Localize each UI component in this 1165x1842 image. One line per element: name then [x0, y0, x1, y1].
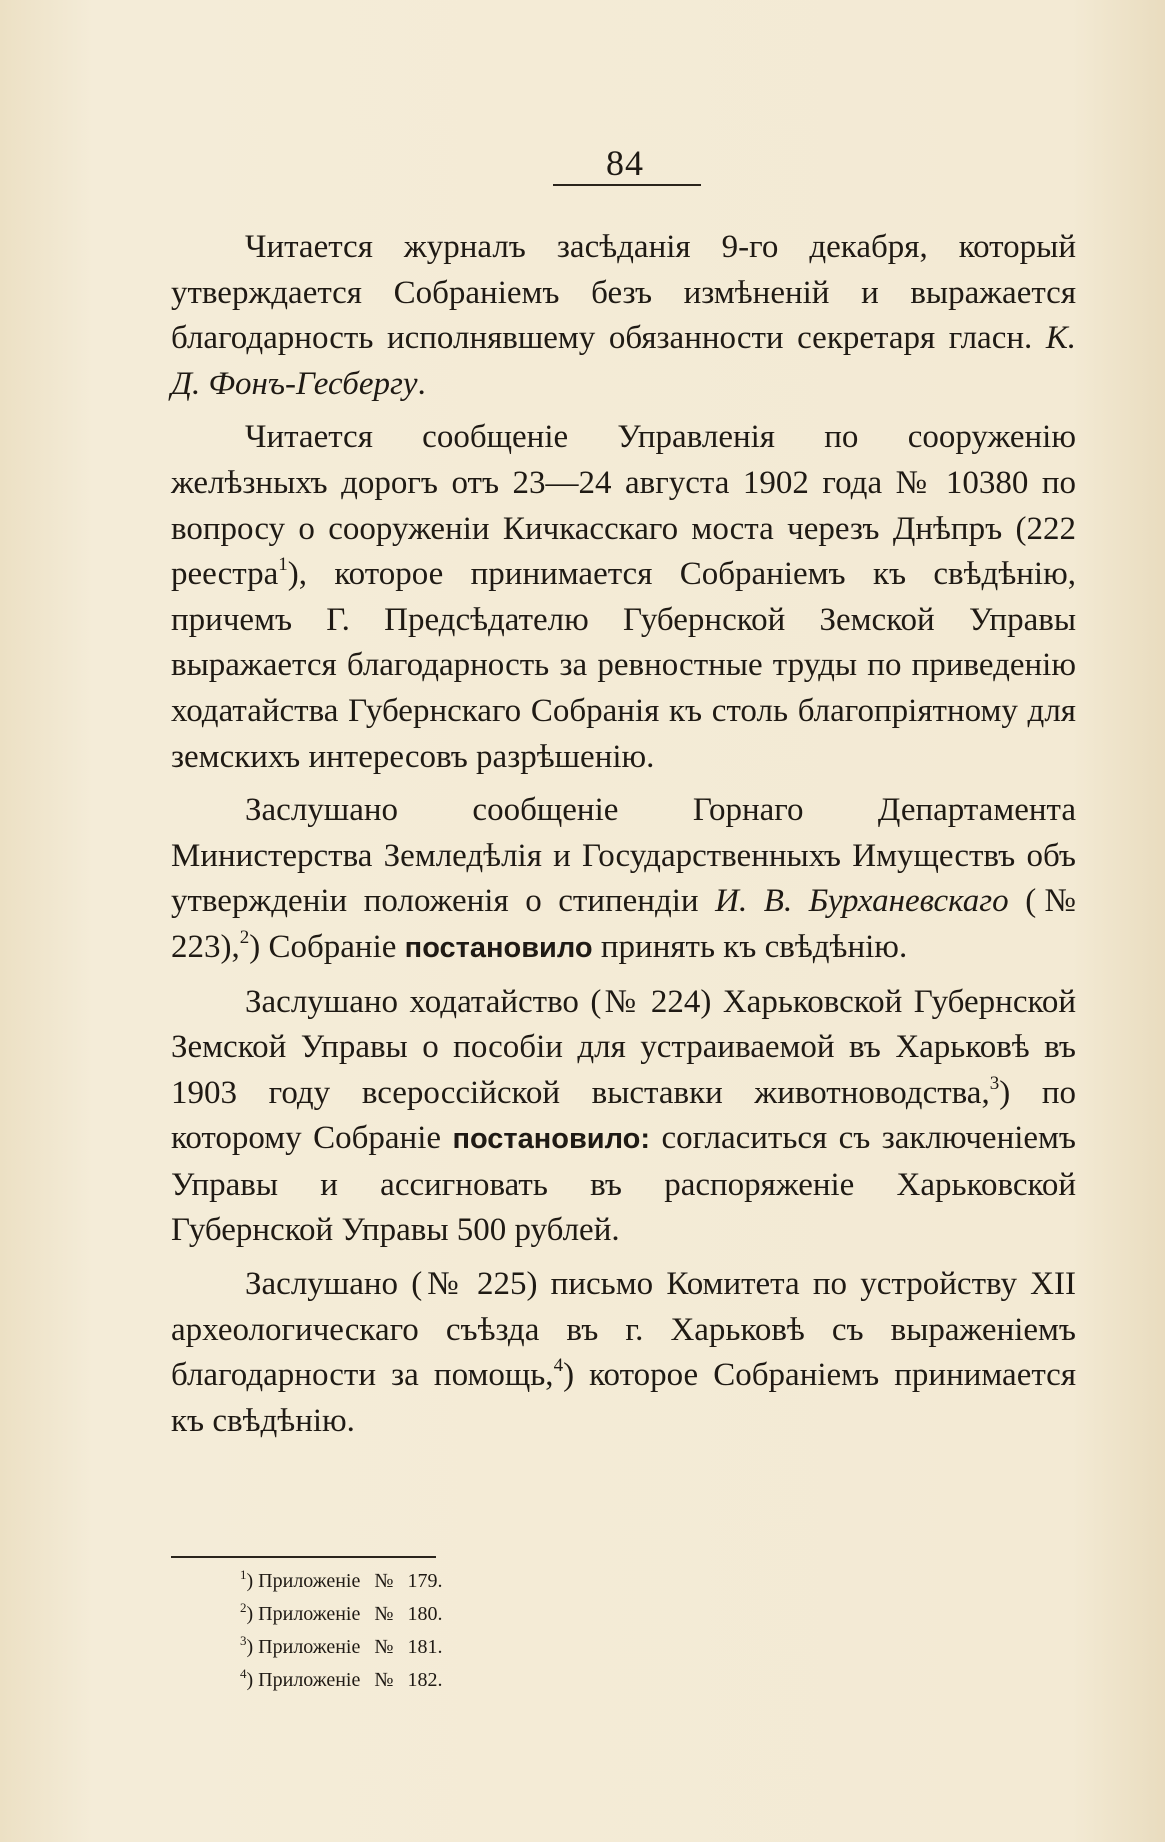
paragraph-journal-approval: Читается журналъ засѣданія 9-го декабря, который утверждается Собраніемъ безъ измѣненій и выражается благодарность исполнявшему обязанности секретаря гласн. К. Д. Фонъ-Гесбергу.	[171, 229, 1076, 402]
footnote: $^3$) Приложеніе № 181.	[240, 1633, 443, 1658]
footnote: $^1$) Приложеніе № 179.	[240, 1567, 443, 1592]
paragraph-bridge-construction: Читается сообщеніе Управленія по сооруженію желѣзныхъ дорогъ отъ 23—24 августа 1902 года № 10380 по вопросу о сооруженіи Кичкасскаго моста черезъ Днѣпръ (222 реестра$^1$), которое принимается Собраніемъ къ свѣдѣнію, причемъ Г. Предсѣдателю Губернской Земской Управы выражается благодарность за ревностные труды по приведенію ходатайства Губернскаго Собранія къ столь благопріятному для земскихъ интересовъ разрѣшенію.	[171, 419, 1076, 775]
footnote-ref-4: 4	[553, 1355, 564, 1377]
paragraph-archaeological-congress: Заслушано (№ 225) письмо Комитета по устройству XII археологическаго съѣзда въ г. Харьковѣ съ выраженіемъ благодарности за помощь,$^4$) которое Собраніемъ принимается къ свѣдѣнію.	[171, 1266, 1076, 1439]
paragraph-mining-department: Заслушано сообщеніе Горнаго Департамента Министерства Земледѣлія и Государственныхъ Имуществъ объ утвержденіи положенія о стипендіи И. В. Бурханевскаго (№ 223),$^2$) Собраніе постановило принять къ свѣдѣнію.	[171, 792, 1077, 965]
resolution-keyword: постановило	[404, 931, 593, 964]
page-number: 84	[606, 143, 644, 183]
footnotes	[240, 1565, 740, 1697]
body-text	[171, 225, 1076, 1452]
footnote-ref-3: 3	[989, 1072, 1000, 1094]
footnote-ref-1: 1	[278, 554, 288, 576]
footnote-separator	[171, 1556, 436, 1558]
footnote: $^2$) Приложеніе № 180.	[240, 1600, 443, 1625]
footnote-ref-2: 2	[239, 926, 250, 948]
page-number-underline	[553, 184, 701, 186]
footnote: $^4$) Приложеніе № 182.	[240, 1666, 443, 1691]
resolution-keyword: постановило:	[452, 1123, 651, 1156]
secretary-name: К. Д. Фонъ-Гесбергу	[171, 320, 1076, 402]
paragraph-livestock-exhibition: Заслушано ходатайство (№ 224) Харьковской Губернской Земской Управы о пособіи для устраиваемой въ Харьковѣ въ 1903 году всероссійской выставки животноводства,$^3$) по которому Собраніе постановило: согласиться съ заключеніемъ Управы и ассигновать въ распоряженіе Харьковской Губернской Управы 500 рублей.	[171, 983, 1076, 1249]
stipend-name: И. В. Бурханевскаго	[715, 883, 1009, 920]
